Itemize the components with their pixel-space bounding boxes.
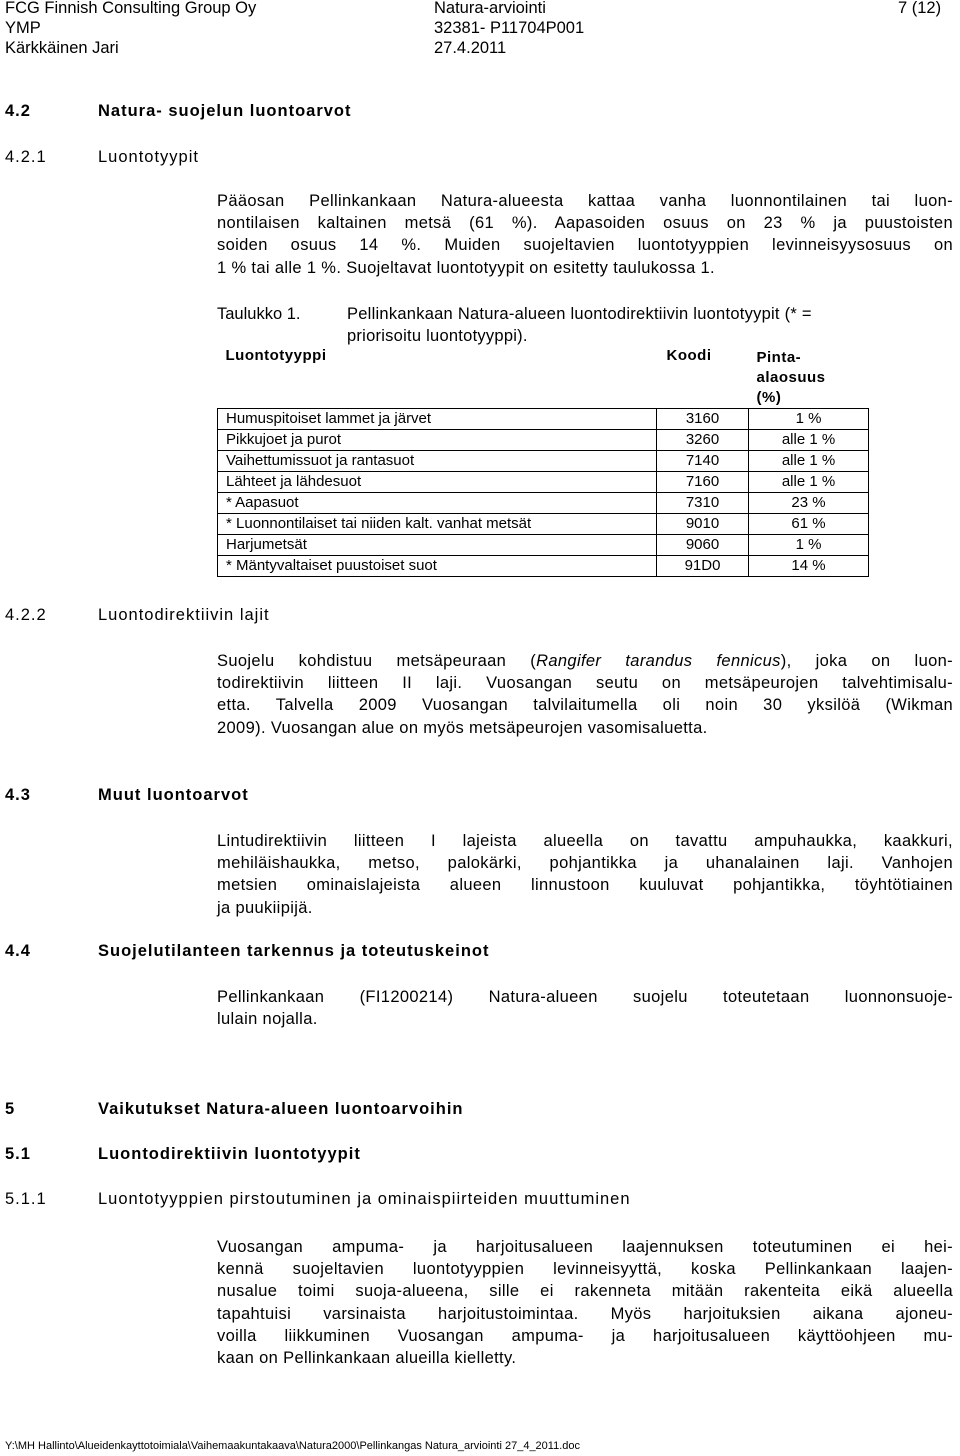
cell-share: alle 1 % [749,451,869,472]
section-4-4-paragraph [217,986,953,1030]
section-4-4-number: 4.4 [5,942,31,960]
cell-type: Harjumetsät [218,535,657,556]
cell-code: 9060 [657,535,749,556]
paragraph-line: Pellinkankaan (FI1200214) Natura-alueen suojelu toteutetaan luonnonsuoje- [217,988,953,1006]
col-header-area-line-2: alaosuus [756,369,826,386]
paragraph-line: kaan on Pellinkankaan alueilla kielletty. [217,1349,517,1368]
col-header-code: Koodi [657,346,749,409]
table-row [218,409,869,430]
paragraph-line: mehiläishaukka, metso, palokärki, pohjantikka ja uhanalainen laji. Vanhojen [217,854,953,873]
section-5-title: Vaikutukset Natura-alueen luontoarvoihin [98,1100,464,1118]
col-header-area [749,346,869,409]
cell-code: 9010 [657,514,749,535]
col-header-type: Luontotyyppi [218,346,657,409]
section-4-3-number: 4.3 [5,786,31,804]
cell-share: 14 % [749,556,869,577]
table-row [218,514,869,535]
paragraph-line: voilla liikkuminen Vuosangan ampuma- ja harjoitusalueen käyttöohjeen mu- [217,1326,953,1345]
section-5-1-title: Luontodirektiivin luontotyypit [98,1145,361,1163]
cell-share: alle 1 % [749,472,869,493]
table-caption-label: Taulukko 1. [217,305,301,323]
paragraph-line: nontilaisen kaltainen metsä (61 %). Aapasoiden osuus on 23 % ja puustoisten [217,214,953,233]
species-name: Rangifer tarandus fennicus [536,652,781,670]
cell-type: Humuspitoiset lammet ja järvet [218,409,657,430]
paragraph-line [217,650,953,672]
col-header-area-line-1: Pinta- [756,349,802,366]
cell-share: 23 % [749,493,869,514]
text-run: ), joka on luon- [780,652,953,670]
cell-code: 7140 [657,451,749,472]
cell-type: Lähteet ja lähdesuot [218,472,657,493]
cell-code: 3260 [657,430,749,451]
table-row [218,451,869,472]
paragraph-line: 2009). Vuosangan alue on myös metsäpeurojen vasomisaluetta. [217,718,708,737]
paragraph-line: Vuosangan ampuma- ja harjoitusalueen laajennuksen toteutuminen ei hei- [217,1238,953,1256]
section-5-number: 5 [5,1100,16,1118]
habitat-types-table [217,346,869,577]
section-4-4-title: Suojelutilanteen tarkennus ja toteutuskeinot [98,942,490,960]
cell-code: 7310 [657,493,749,514]
header-org: YMP [5,19,41,37]
paragraph-line: Lintudirektiivin liitteen I lajeista alueella on tavattu ampuhaukka, kaakkuri, [217,832,953,850]
cell-type: * Aapasuot [218,493,657,514]
paragraph-line: soiden osuus 14 %. Muiden suojeltavien luontotyyppien levinneisyysosuus on [217,236,953,255]
section-4-2-2-number: 4.2.2 [5,606,47,624]
cell-code: 91D0 [657,556,749,577]
cell-code: 7160 [657,472,749,493]
header-date: 27.4.2011 [434,39,507,57]
paragraph-line: ja puukiipijä. [217,898,313,917]
paragraph-line: Pääosan Pellinkankaan Natura-alueesta kattaa vanha luonnontilainen tai luon- [217,192,953,210]
header-author: Kärkkäinen Jari [5,39,119,57]
cell-code: 3160 [657,409,749,430]
table-header-row [218,346,869,409]
header-project-code: 32381- P11704P001 [434,19,585,37]
paragraph-line: lulain nojalla. [217,1010,318,1029]
text-run: Suojelu kohdistuu metsäpeuraan ( [217,652,537,670]
section-4-2-1-paragraph [217,190,953,279]
table-row [218,472,869,493]
header-doc-type: Natura-arviointi [434,0,546,17]
paragraph-line: nusalue toimi suoja-alueena, sille ei rakenneta mitään rakenteita eikä alueella [217,1282,953,1301]
cell-share: 61 % [749,514,869,535]
paragraph-line: metsien ominaislajeista alueen linnustoon kuuluvat pohjantikka, töyhtötiainen [217,876,953,895]
table-caption-line-1: Pellinkankaan Natura-alueen luontodirektiivin luontotyypit (* = [347,305,812,323]
footer-file-path: Y:\MH Hallinto\Alueidenkayttotoimiala\Vaihemaakuntakaava\Natura2000\Pellinkangas Natura_arviointi 27_4_2011.doc [5,1440,581,1452]
col-header-area-line-3: (%) [756,389,782,406]
section-4-2-2-paragraph [217,650,953,739]
header-company: FCG Finnish Consulting Group Oy [5,0,257,17]
table-row [218,556,869,577]
section-4-2-number: 4.2 [5,102,31,120]
cell-share: 1 % [749,409,869,430]
cell-share: 1 % [749,535,869,556]
cell-share: alle 1 % [749,430,869,451]
section-4-3-title: Muut luontoarvot [98,786,249,804]
table-row [218,493,869,514]
section-4-2-title: Natura- suojelun luontoarvot [98,102,352,120]
table-row [218,535,869,556]
section-5-1-number: 5.1 [5,1145,31,1163]
section-4-2-1-title: Luontotyypit [98,148,199,166]
section-4-2-1-number: 4.2.1 [5,148,47,166]
table-caption-line-2: priorisoitu luontotyyppi). [347,327,528,345]
section-5-1-1-title: Luontotyyppien pirstoutuminen ja ominaispiirteiden muuttuminen [98,1190,631,1208]
paragraph-line: tapahtuisi varsinaista harjoitustoimintaa. Myös harjoituksien aikana ajoneu- [217,1304,953,1323]
cell-type: * Mäntyvaltaiset puustoiset suot [218,556,657,577]
section-4-2-2-title: Luontodirektiivin lajit [98,606,270,624]
paragraph-line: 1 % tai alle 1 %. Suojeltavat luontotyypit on esitetty taulukossa 1. [217,258,715,277]
paragraph-line: etta. Talvella 2009 Vuosangan talvilaitumella oli noin 30 yksilöä (Wikman [217,696,953,715]
paragraph-line: todirektiivin liitteen II laji. Vuosangan seutu on metsäpeurojen talvehtimisalu- [217,674,953,693]
section-4-3-paragraph [217,830,953,919]
paragraph-line: kennä suojeltavien luontotyyppien levinneisyyttä, koska Pellinkankaan laajen- [217,1260,953,1279]
cell-type: Vaihettumissuot ja rantasuot [218,451,657,472]
header-page-number: 7 (12) [898,0,942,17]
cell-type: Pikkujoet ja purot [218,430,657,451]
cell-type: * Luonnontilaiset tai niiden kalt. vanhat metsät [218,514,657,535]
table-row [218,430,869,451]
section-5-1-1-paragraph [217,1236,953,1369]
section-5-1-1-number: 5.1.1 [5,1190,47,1208]
